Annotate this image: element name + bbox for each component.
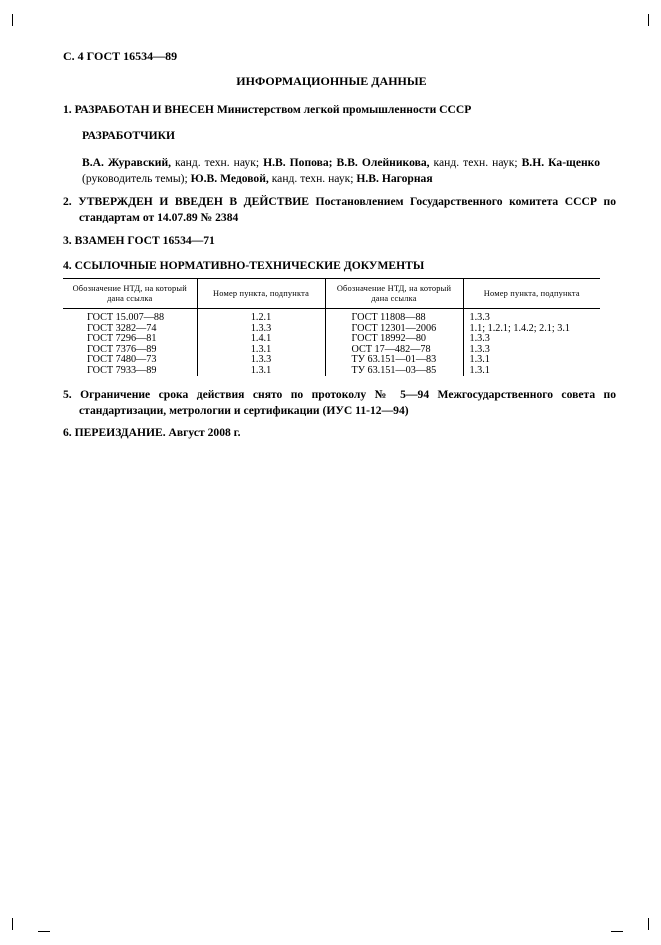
developer-name: Н.В. Нагорная	[356, 172, 433, 185]
item-2	[63, 194, 616, 226]
table-cell: 1.2.1	[197, 309, 325, 324]
crop-mark-top-right	[648, 14, 649, 26]
table-row	[63, 355, 600, 366]
table-cell: ГОСТ 7376—89	[87, 343, 157, 355]
table-row	[63, 309, 600, 324]
crop-mark-bottom-left	[12, 918, 13, 930]
developers-list	[82, 155, 600, 187]
page-header: С. 4 ГОСТ 16534—89	[63, 49, 178, 63]
table-cell: ГОСТ 7296—81	[87, 333, 157, 344]
table-cell: ГОСТ 7933—89	[87, 364, 157, 376]
col-header-clause: Номер пункта, подпункта	[463, 279, 600, 309]
item-4-text: ССЫЛОЧНЫЕ НОРМАТИВНО-ТЕХНИЧЕСКИЕ ДОКУМЕНТЫ	[74, 259, 425, 272]
table-cell: 1.3.3	[463, 309, 600, 324]
table-cell: ТУ 63.151—03—85	[325, 366, 463, 377]
col-header-ntd: Обозначение НТД, на который дана ссылка	[325, 279, 463, 309]
table-cell: 1.3.3	[197, 355, 325, 366]
item-2-bold: УТВЕРЖДЕН И ВВЕДЕН В ДЕЙСТВИЕ	[78, 195, 309, 208]
item-5-text: Ограничение срока действия снято по протоколу № 5—94 Межгосударственного совета по стандартизации, метрологии и сертификации (ИУС 11-12—94)	[79, 388, 617, 417]
table-header-row	[63, 279, 600, 309]
table-cell: 1.3.1	[197, 345, 325, 356]
item-1-bold: РАЗРАБОТАН И ВНЕСЕН	[74, 103, 214, 116]
item-6	[63, 425, 600, 441]
table-cell: ГОСТ 15.007—88	[87, 312, 165, 323]
item-5-number: 5.	[63, 388, 72, 401]
table-cell: ГОСТ 7480—73	[87, 354, 157, 365]
developer-name: В.А. Журавский,	[82, 156, 172, 169]
crop-mark-bottom-right	[648, 918, 649, 930]
table-row	[63, 366, 600, 377]
developer-name: В.Н. Ка-щенко	[521, 156, 600, 169]
table-cell: ГОСТ 12301—2006	[325, 324, 463, 335]
table-row	[63, 334, 600, 345]
item-1-number: 1.	[63, 103, 72, 116]
table-cell: 1.3.1	[197, 366, 325, 377]
col-header-ntd: Обозначение НТД, на который дана ссылка	[63, 279, 197, 309]
table-cell: ОСТ 17—482—78	[325, 345, 463, 356]
item-1-text: Министерством легкой промышленности СССР	[216, 103, 472, 116]
page-title: ИНФОРМАЦИОННЫЕ ДАННЫЕ	[236, 74, 427, 88]
developer-role: канд. техн. наук;	[429, 156, 522, 169]
item-4	[63, 258, 600, 274]
table-cell: 1.3.1	[463, 355, 600, 366]
crop-mark-bottom-left-h	[38, 931, 50, 932]
developer-name: Н.В. Попова; В.В. Олейникова,	[263, 156, 430, 169]
table-cell: ТУ 63.151—01—83	[325, 355, 463, 366]
developer-role: канд. техн. наук;	[268, 172, 357, 185]
references-table	[63, 278, 600, 376]
table-cell: 1.1; 1.2.1; 1.4.2; 2.1; 3.1	[463, 324, 600, 335]
table-cell: 1.3.3	[463, 334, 600, 345]
table-cell: 1.4.1	[197, 334, 325, 345]
col-header-clause: Номер пункта, подпункта	[197, 279, 325, 309]
table-cell: ГОСТ 3282—74	[87, 322, 157, 334]
item-3-number: 3.	[63, 234, 72, 247]
item-5	[63, 387, 616, 419]
table-cell: 1.3.3	[463, 345, 600, 356]
item-2-text: Постановлением Государственного комитета СССР по стандартам от 14.07.89 № 2384	[79, 195, 616, 224]
crop-mark-top-left	[12, 14, 13, 26]
table-cell: ГОСТ 11808—88	[325, 309, 463, 324]
item-3-text: ВЗАМЕН ГОСТ 16534—71	[74, 234, 215, 247]
item-6-text: ПЕРЕИЗДАНИЕ. Август 2008 г.	[74, 426, 241, 439]
item-3	[63, 233, 600, 249]
item-6-number: 6.	[63, 426, 72, 439]
developers-label: РАЗРАБОТЧИКИ	[82, 129, 176, 142]
table-cell: 1.3.1	[463, 366, 600, 377]
developer-role: (руководитель темы);	[82, 172, 191, 185]
developer-role: канд. техн. наук;	[171, 156, 264, 169]
developer-name: Ю.В. Медовой,	[190, 172, 269, 185]
item-2-number: 2.	[63, 195, 72, 208]
crop-mark-bottom-right-h	[611, 931, 623, 932]
table-cell: 1.3.3	[197, 324, 325, 335]
table-cell: ГОСТ 18992—80	[325, 334, 463, 345]
item-4-number: 4.	[63, 259, 72, 272]
item-1	[63, 102, 600, 118]
